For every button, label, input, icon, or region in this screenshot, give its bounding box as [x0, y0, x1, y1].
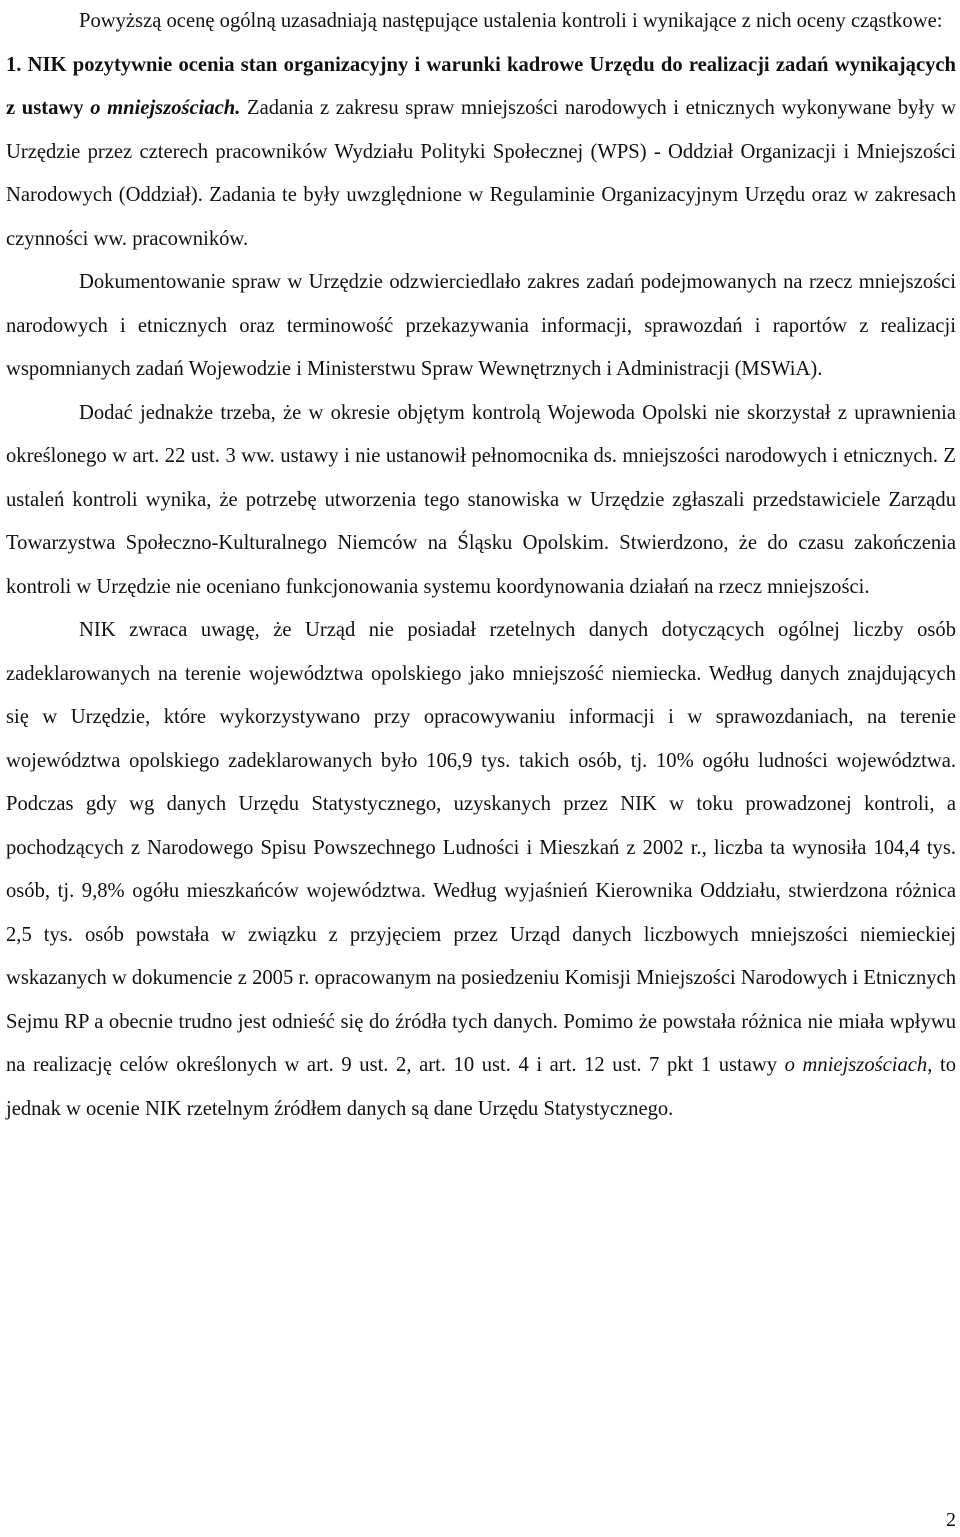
population-data-paragraph [6, 609, 956, 1131]
intro-paragraph: Powyższą ocenę ogólną uzasadniają następujące ustalenia kontroli i wynikające z nich oceny cząstkowe: [79, 10, 943, 32]
population-data-text-end: to jednak w ocenie NIK rzetelnym źródłem danych są dane Urzędu Statystycznego. [6, 1054, 956, 1120]
page-number: 2 [946, 1509, 956, 1531]
plenipotentiary-paragraph: Dodać jednakże trzeba, że w okresie objętym kontrolą Wojewoda Opolski nie skorzystał z uprawnienia określonego w art. 22 ust. 3 ww. ustawy i nie ustanowił pełnomocnika ds. mniejszości narodowych i etnicznych. Z ustaleń kontroli wynika, że potrzebę utworzenia tego stanowiska w Urzędzie zgłaszali przedstawiciele Zarządu Towarzystwa Społeczno-Kulturalnego Niemców na Śląsku Opolskim. Stwierdzono, że do czasu zakończenia kontroli w Urzędzie nie oceniano funkcjonowania systemu koordynowania działań na rzecz mniejszości. [6, 401, 956, 598]
finding-1-text: Zadania z zakresu spraw mniejszości narodowych i etnicznych wykonywane były w Urzędzie przez czterech pracowników Wydziału Polityki Społecznej (WPS) - Oddział Organizacji i Mniejszości Narodowych (Oddział). Zadania te były uwzględnione w Regulaminie Organizacyjnym Urzędu oraz w zakresach czynności ww. pracowników. [6, 97, 956, 250]
document-page [6, 0, 956, 1131]
documentation-paragraph: Dokumentowanie spraw w Urzędzie odzwierciedlało zakres zadań podejmowanych na rzecz mniejszości narodowych i etnicznych oraz terminowość przekazywania informacji, sprawozdań i raportów z realizacji wspomnianych zadań Wojewodzie i Ministerstwu Spraw Wewnętrznych i Administracji (MSWiA). [6, 271, 956, 380]
finding-1-paragraph [6, 44, 956, 262]
finding-1-heading-law-title: o mniejszościach. [90, 97, 241, 119]
population-data-law-title: o mniejszościach, [784, 1054, 933, 1076]
finding-1-heading: 1. NIK pozytywnie ocenia stan organizacyjny i warunki kadrowe Urzędu do realizacji zadań wynikających z ustawy [6, 53, 956, 119]
population-data-text: NIK zwraca uwagę, że Urząd nie posiadał rzetelnych danych dotyczących ogólnej liczby osób zadeklarowanych na terenie województwa opolskiego jako mniejszość niemiecka. Według danych znajdujących się w Urzędzie, które wykorzystywano przy opracowywaniu informacji i w sprawozdaniach, na terenie województwa opolskiego zadeklarowanych było 106,9 tys. takich osób, tj. 10% ogółu ludności województwa. Podczas gdy wg danych Urzędu Statystycznego, uzyskanych przez NIK w toku prowadzonej kontroli, a pochodzących z Narodowego Spisu Powszechnego Ludności i Mieszkań z 2002 r., liczba ta wynosiła 104,4 tys. osób, tj. 9,8% ogółu mieszkańców województwa. Według wyjaśnień Kierownika Oddziału, stwierdzona różnica 2,5 tys. osób powstała w związku z przyjęciem przez Urząd danych liczbowych mniejszości niemieckiej wskazanych w dokumencie z 2005 r. opracowanym na posiedzeniu Komisji Mniejszości Narodowych i Etnicznych Sejmu RP a obecnie trudno jest odnieść się do źródła tych danych. Pomimo że powstała różnica nie miała wpływu na realizację celów określonych w art. 9 ust. 2, art. 10 ust. 4 i art. 12 ust. 7 pkt 1 ustawy [6, 619, 956, 1076]
